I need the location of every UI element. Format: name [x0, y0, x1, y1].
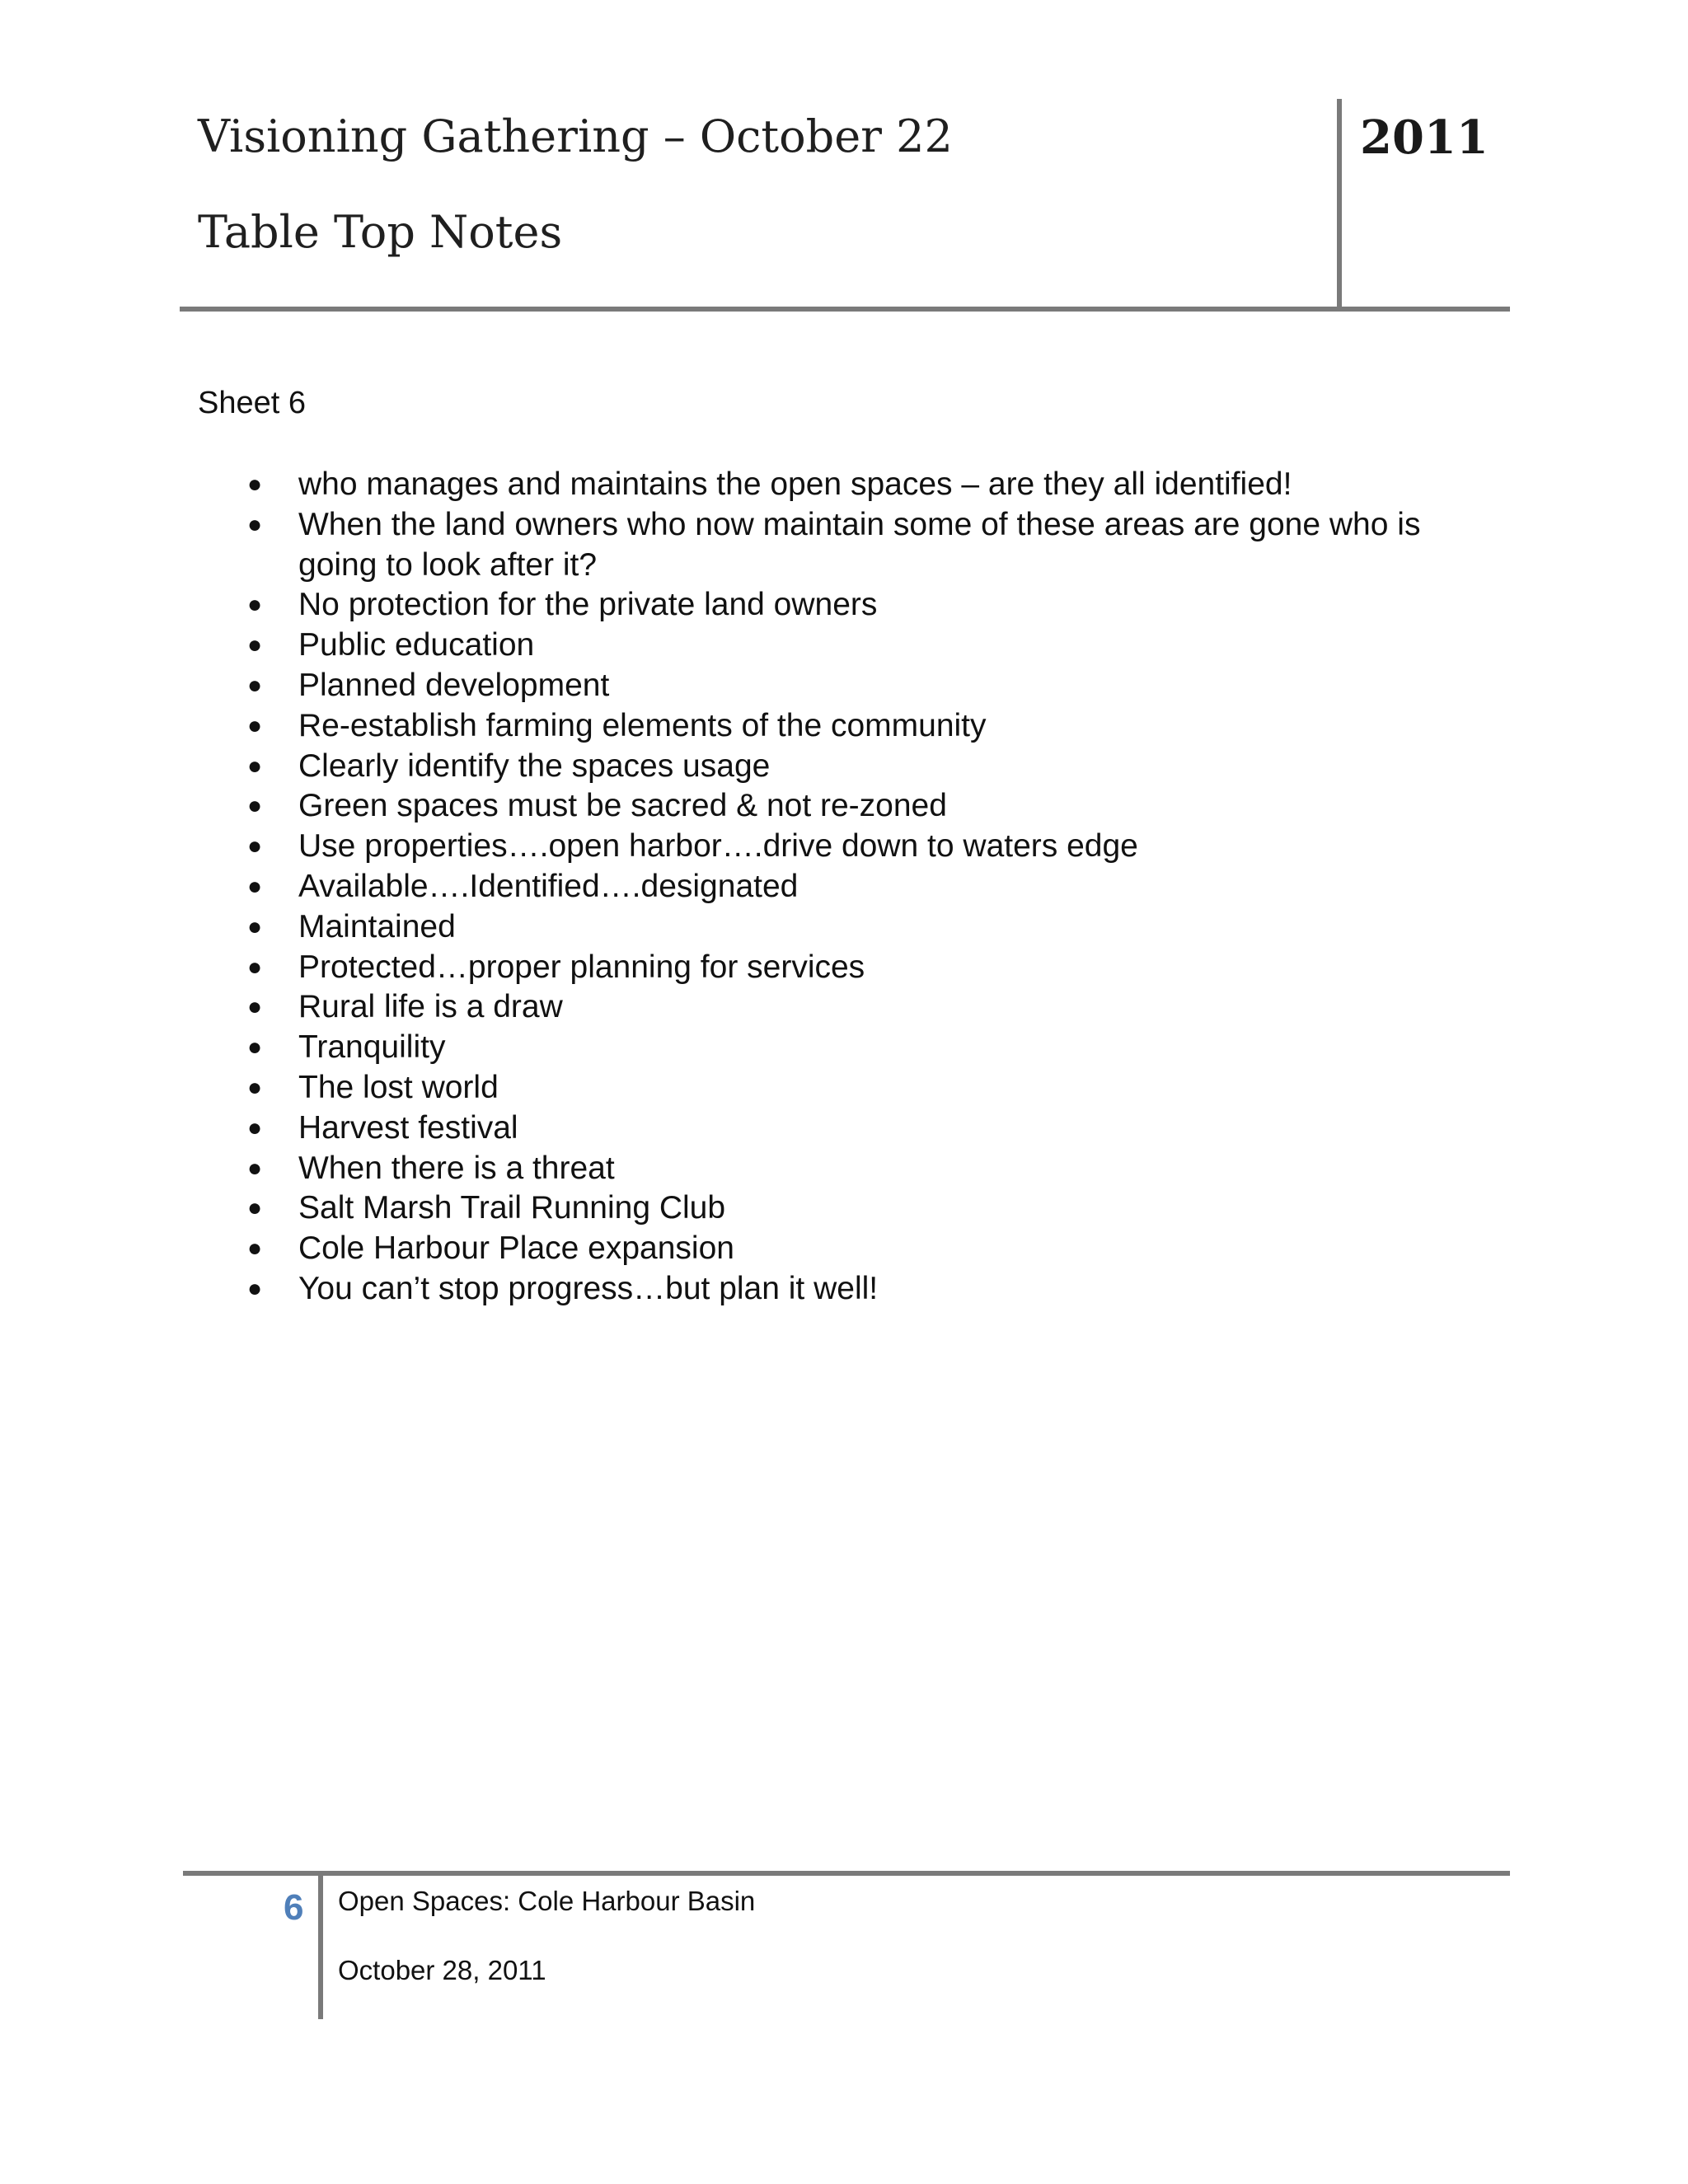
list-item [198, 867, 1500, 907]
header-year: 2011 [1360, 110, 1489, 165]
header-title: Visioning Gathering – October 22 [198, 110, 953, 162]
bullet-icon: ● [247, 711, 263, 739]
bullet-icon: ● [247, 631, 263, 659]
footer-date: October 28, 2011 [338, 1955, 546, 1985]
list-item [198, 948, 1500, 988]
note-text: Protected…proper planning for services [298, 949, 865, 985]
footer-rule [183, 1871, 1510, 1876]
bullet-icon: ● [247, 591, 263, 619]
list-item [198, 1269, 1500, 1310]
note-text: Cole Harbour Place expansion [298, 1230, 734, 1267]
bullet-icon: ● [247, 993, 263, 1021]
header-divider [1337, 99, 1342, 312]
list-item [198, 987, 1500, 1028]
bullet-icon: ● [247, 832, 263, 860]
bullet-icon: ● [247, 792, 263, 820]
bullet-icon: ● [247, 1274, 263, 1302]
bullet-icon: ● [247, 752, 263, 780]
note-text: The lost world [298, 1069, 499, 1105]
bullet-icon: ● [247, 1073, 263, 1101]
list-item [198, 1149, 1500, 1189]
list-item [198, 585, 1500, 626]
note-text: Harvest festival [298, 1109, 518, 1146]
note-text: Public education [298, 627, 535, 663]
list-item [198, 1068, 1500, 1108]
note-text: Clearly identify the spaces usage [298, 748, 771, 784]
bullet-icon: ● [247, 471, 263, 498]
bullet-icon: ● [247, 1194, 263, 1222]
list-item [198, 465, 1500, 505]
note-text: Green spaces must be sacred & not re-zoned [298, 788, 947, 824]
bullet-icon: ● [247, 912, 263, 940]
list-item [198, 907, 1500, 948]
note-text: No protection for the private land owners [298, 587, 878, 623]
bullet-icon: ● [247, 671, 263, 699]
list-item [198, 1108, 1500, 1149]
page-header [180, 99, 1510, 312]
bullet-icon: ● [247, 510, 263, 538]
list-item [198, 786, 1500, 827]
note-text: Planned development [298, 667, 610, 703]
bullet-icon: ● [247, 1033, 263, 1062]
note-text: You can’t stop progress…but plan it well! [298, 1270, 879, 1306]
note-text: When there is a threat [298, 1150, 615, 1186]
list-item [198, 1229, 1500, 1269]
list-item [198, 827, 1500, 867]
bullet-icon: ● [247, 1154, 263, 1182]
note-text: When the land owners who now maintain some of these areas are gone who is going to look after it? [298, 506, 1421, 583]
note-text: Re-establish farming elements of the community [298, 707, 987, 743]
note-text: Rural life is a draw [298, 989, 563, 1025]
list-item [198, 666, 1500, 706]
bullet-icon: ● [247, 1235, 263, 1263]
page-footer [183, 1871, 1510, 2019]
note-text: Salt Marsh Trail Running Club [298, 1190, 726, 1226]
bullet-icon: ● [247, 1113, 263, 1141]
header-rule [180, 307, 1510, 312]
list-item [198, 505, 1500, 586]
list-item [198, 626, 1500, 666]
footer-title: Open Spaces: Cole Harbour Basin [338, 1886, 756, 1916]
notes-list [198, 465, 1500, 1310]
list-item [198, 747, 1500, 787]
note-text: Tranquility [298, 1029, 446, 1066]
footer-divider [318, 1871, 323, 2019]
page-number: 6 [284, 1887, 304, 1928]
list-item [198, 706, 1500, 747]
list-item [198, 1188, 1500, 1229]
sheet-label: Sheet 6 [198, 386, 306, 420]
note-text: Available….Identified….designated [298, 868, 799, 904]
note-text: who manages and maintains the open spaces – are they all identified! [298, 466, 1292, 502]
bullet-icon: ● [247, 872, 263, 900]
bullet-icon: ● [247, 953, 263, 981]
list-item [198, 1028, 1500, 1068]
note-text: Maintained [298, 908, 456, 944]
note-text: Use properties….open harbor….drive down to waters edge [298, 828, 1138, 865]
header-subtitle: Table Top Notes [198, 206, 563, 258]
